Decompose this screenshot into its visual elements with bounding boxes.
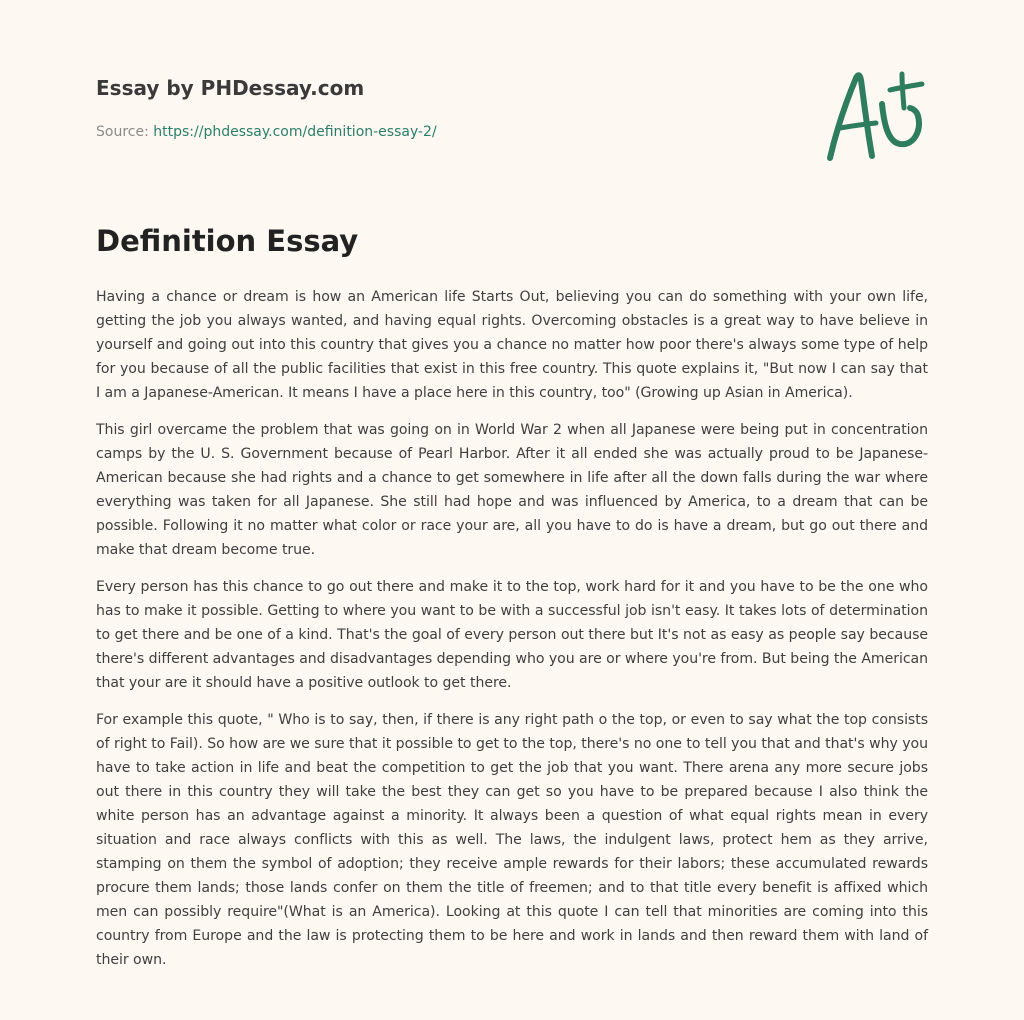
essay-paragraph: For example this quote, " Who is to say, then, if there is any right path o the top, or even to say what the top consists of right to Fail). So how are we sure that it possible to get to the top, there's no one to tell you that and that's why you have to take action in life and beat the competition to get the job that you want. There arena any more secure jobs out there in this country they will take the best they can get so you have to be prepared because I also think the white person has an advantage against a minority. It always been a question of what equal rights mean in every situation and race always conflicts with this as well. The laws, the indulgent laws, protect hem as they arrive, stamping on them the symbol of adoption; they receive ample rewards for their labors; these accumulated rewards procure them lands; those lands confer on them the title of freemen; and to that title every benefit is affixed which men can possibly require"(What is an America). Looking at this quote I can tell that minorities are coming into this country from Europe and the law is protecting them to be here and work in lands and then reward them with land of their own.	[96, 712, 928, 968]
essay-paragraph: Having a chance or dream is how an American life Starts Out, believing you can do something with your own life, getting the job you always wanted, and having equal rights. Overcoming obstacles is a great way to have believe in yourself and going out into this country that gives you a chance no matter how poor there's always some type of help for you because of all the public facilities that exist in this free country. This quote explains it, "But now I can say that I am a Japanese-American. It means I have a place here in this country, too" (Growing up Asian in America).	[96, 289, 928, 401]
essay-paragraph: Every person has this chance to go out there and make it to the top, work hard for it and you have to be the one who has to make it possible. Getting to where you want to be with a successful job isn't easy. It takes lots of determination to get there and be one of a kind. That's the goal of every person out there but It's not as easy as people say because there's different advantages and disadvantages depending who you are or where you're from. But being the American that your are it should have a positive outlook to get there.	[96, 579, 928, 691]
essay-body	[96, 285, 928, 985]
a-plus-grade-icon	[824, 68, 928, 164]
site-title: Essay by PHDessay.com	[96, 76, 365, 100]
essay-paragraph: This girl overcame the problem that was going on in World War 2 when all Japanese were being put in concentration camps by the U. S. Government because of Pearl Harbor. After it all ended she was actually proud to be Japanese-American because she had rights and a chance to get somewhere in life after all the down falls during the war where everything was taken for all Japanese. She still had hope and was influenced by America, to a dream that can be possible. Following it no matter what color or race your are, all you have to do is have a dream, but go out there and make that dream become true.	[96, 422, 928, 558]
source-label: Source:	[96, 124, 149, 140]
source-line	[96, 124, 437, 140]
source-link[interactable]: https://phdessay.com/definition-essay-2/	[153, 124, 437, 140]
essay-title: Definition Essay	[96, 224, 359, 258]
